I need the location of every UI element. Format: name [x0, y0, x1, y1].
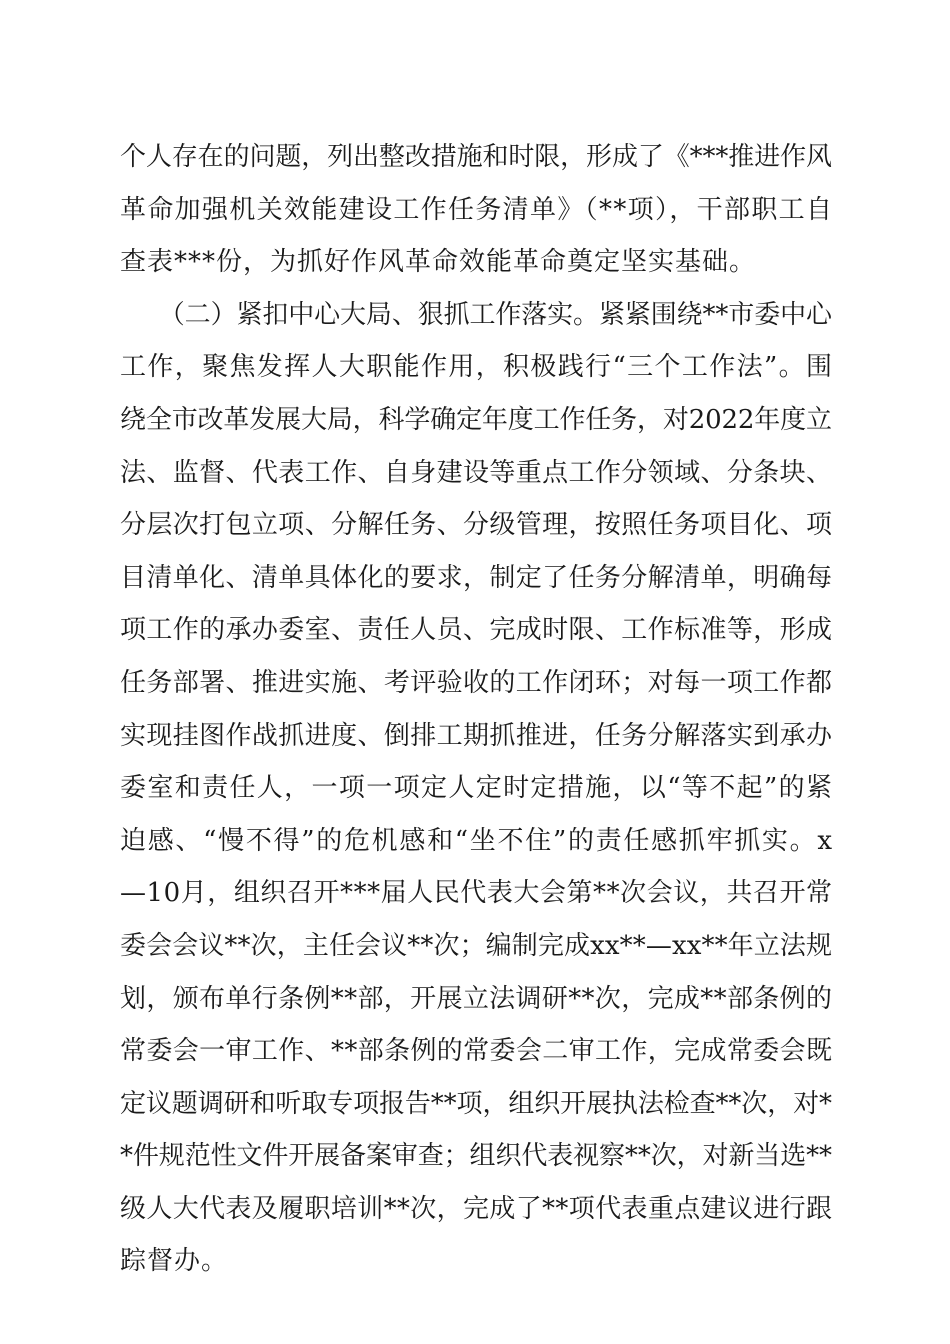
text-line: 分层次打包立项、分解任务、分级管理，按照任务项目化、项 [120, 510, 833, 541]
text-line: 踪督办。 [120, 1246, 229, 1277]
document-body [120, 131, 832, 1288]
text-line: 委会会议**次，主任会议**次；编制完成xx**—xx**年立法规 [120, 930, 833, 961]
text-line: 级人大代表及履职培训**次，完成了**项代表重点建议进行跟 [120, 1193, 833, 1224]
text-line: 个人存在的问题，列出整改措施和时限，形成了《***推进作风 [120, 142, 832, 172]
text-line: 查表***份，为抓好作风革命效能革命奠定坚实基础。 [120, 247, 757, 278]
text-line: 委室和责任人，一项一项定人定时定措施，以“等不起”的紧 [120, 773, 834, 804]
text-line: 迫感、“慢不得”的危机感和“坐不住”的责任感抓牢抓实。x [120, 825, 834, 856]
text-line: 绕全市改革发展大局，科学确定年度工作任务，对2022年度立 [120, 404, 832, 435]
text-line: 革命加强机关效能建设工作任务清单》（**项），干部职工自 [120, 194, 834, 225]
text-line: 定议题调研和听取专项报告**项，组织开展执法检查**次，对* [120, 1088, 832, 1119]
section-heading-line: （二）紧扣中心大局、狠抓工作落实。紧紧围绕**市委中心 [120, 299, 832, 330]
text-line: —10月，组织召开***届人民代表大会第**次会议，共召开常 [120, 878, 833, 909]
text-line: 法、监督、代表工作、自身建设等重点工作分领域、分条块、 [120, 457, 833, 488]
text-line: 划，颁布单行条例**部，开展立法调研**次，完成**部条例的 [120, 983, 833, 1014]
text-line: 工作，聚焦发挥人大职能作用，积极践行“三个工作法”。围 [120, 352, 834, 383]
text-line: 项工作的承办委室、责任人员、完成时限、工作标准等，形成 [120, 615, 833, 646]
text-line: *件规范性文件开展备案审查；组织代表视察**次，对新当选** [120, 1141, 832, 1172]
text-line: 常委会一审工作、**部条例的常委会二审工作，完成常委会既 [120, 1036, 833, 1067]
text-line: 任务部署、推进实施、考评验收的工作闭环；对每一项工作都 [120, 667, 833, 698]
text-line: 实现挂图作战抓进度、倒排工期抓推进，任务分解落实到承办 [120, 720, 833, 751]
text-line: 目清单化、清单具体化的要求，制定了任务分解清单，明确每 [120, 562, 833, 593]
